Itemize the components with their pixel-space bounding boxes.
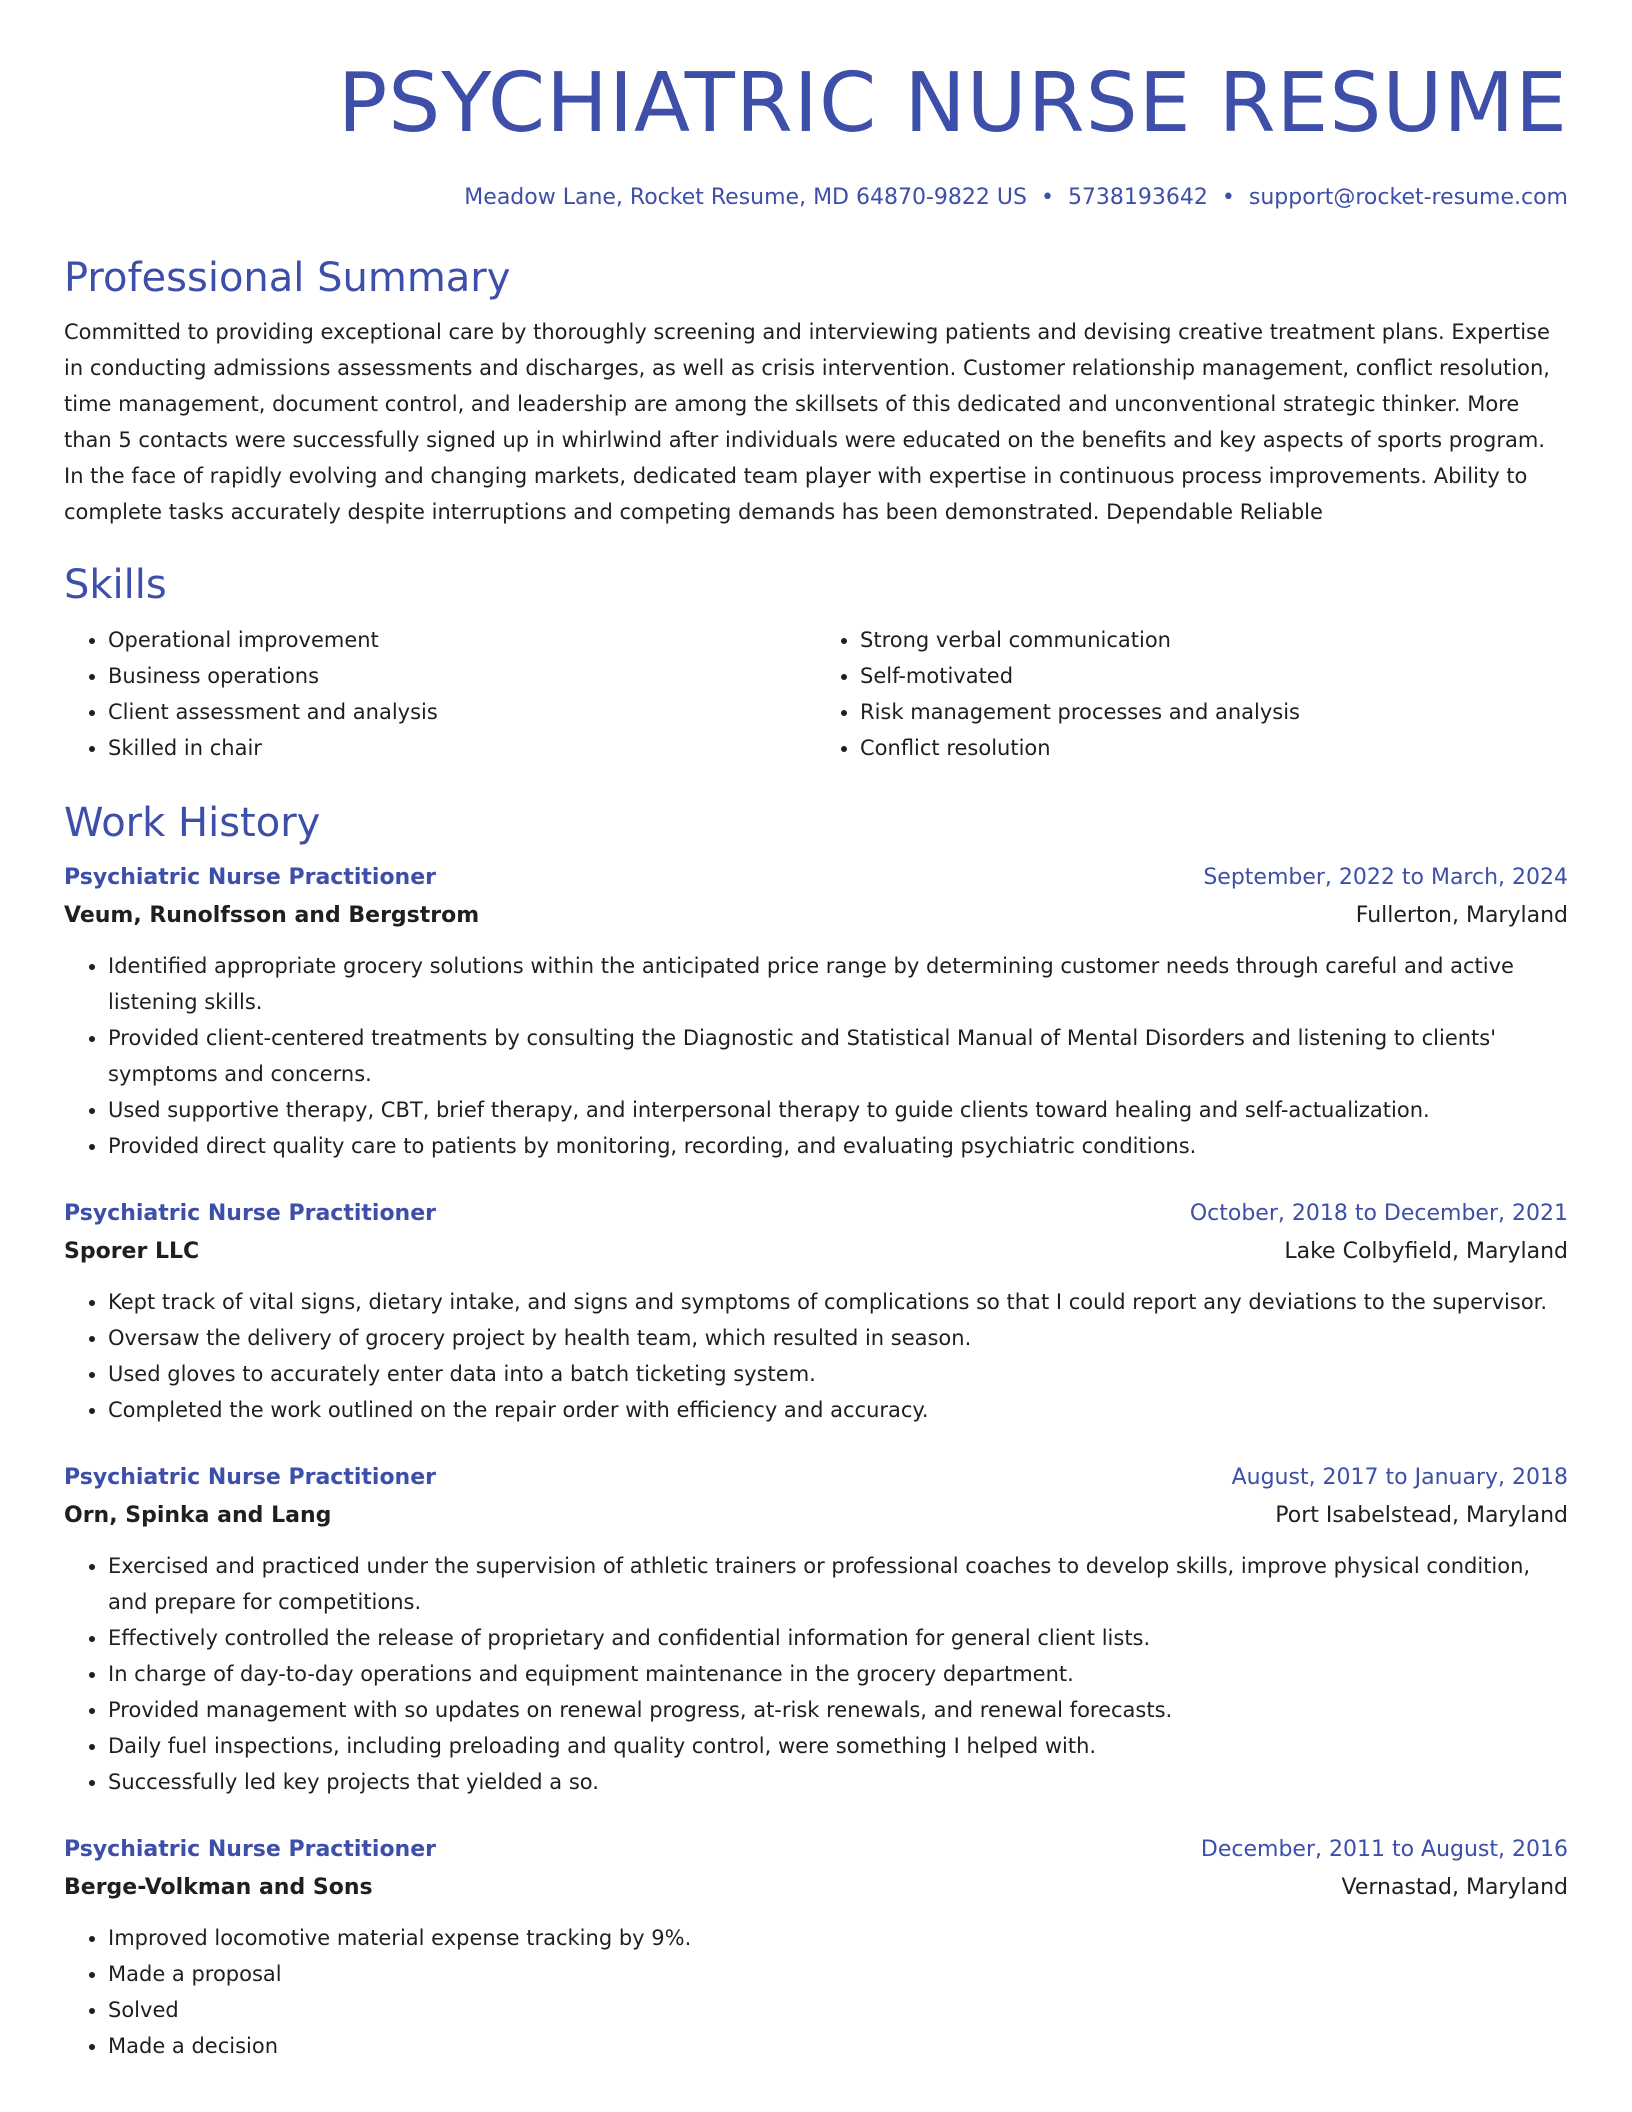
job-bullet: • Made a proposal (108, 1956, 1568, 1992)
skill-item: • Conflict resolution (860, 730, 1568, 766)
job-location: Vernastad, Maryland (1341, 1875, 1568, 1900)
job-bullet: • Solved (108, 1992, 1568, 2028)
job-bullet: • Exercised and practiced under the supervision of athletic trainers or professional coaches to develop skills, improve physical condition, and prepare for competitions. (108, 1548, 1568, 1620)
skill-item: • Risk management processes and analysis (860, 694, 1568, 730)
job-dates: December, 2011 to August, 2016 (1200, 1837, 1568, 1862)
job-title: Psychiatric Nurse Practitioner (64, 865, 436, 890)
skills-column-right (816, 622, 1568, 766)
job-header-row (64, 1196, 1568, 1232)
skills-section (64, 560, 1568, 766)
job-bullet: • Used supportive therapy, CBT, brief therapy, and interpersonal therapy to guide clients toward healing and self-actualization. (108, 1092, 1568, 1128)
job-company: Berge-Volkman and Sons (64, 1875, 373, 1900)
job-bullet: • Provided client-centered treatments by consulting the Diagnostic and Statistical Manual of Mental Disorders and listening to clients' symptoms and concerns. (108, 1020, 1568, 1092)
skill-item: • Strong verbal communication (860, 622, 1568, 658)
contact-email: support@rocket-resume.com (1248, 185, 1568, 210)
job-company-row (64, 1496, 1568, 1536)
job-header-row (64, 860, 1568, 896)
job-company: Veum, Runolfsson and Bergstrom (64, 903, 480, 928)
job-bullet: • Provided direct quality care to patients by monitoring, recording, and evaluating psychiatric conditions. (108, 1128, 1568, 1164)
job-entry (64, 1196, 1568, 1428)
job-company: Orn, Spinka and Lang (64, 1503, 332, 1528)
section-heading-summary: Professional Summary (64, 255, 511, 301)
contact-separator: • (1040, 185, 1054, 210)
job-bullet: • Used gloves to accurately enter data into a batch ticketing system. (108, 1356, 1568, 1392)
section-heading-work: Work History (64, 800, 321, 846)
job-bullets (64, 1284, 1568, 1428)
skills-column-left (64, 622, 816, 766)
resume-title: PSYCHIATRIC NURSE RESUME (337, 56, 1568, 151)
skill-item: • Operational improvement (108, 622, 816, 658)
job-bullet: • Made a decision (108, 2028, 1568, 2064)
job-company-row (64, 1868, 1568, 1908)
skill-item: • Self-motivated (860, 658, 1568, 694)
job-location: Lake Colbyfield, Maryland (1284, 1239, 1568, 1264)
contact-phone: 5738193642 (1067, 185, 1208, 210)
work-history-section (64, 798, 1568, 2064)
job-bullet: • Completed the work outlined on the repair order with efficiency and accuracy. (108, 1392, 1568, 1428)
contact-line (64, 183, 1568, 213)
job-entry (64, 860, 1568, 1164)
job-dates: October, 2018 to December, 2021 (1189, 1201, 1568, 1226)
job-entry (64, 1832, 1568, 2064)
job-company-row (64, 1232, 1568, 1272)
job-bullet: • Identified appropriate grocery solutions within the anticipated price range by determining customer needs through careful and active listening skills. (108, 948, 1568, 1020)
job-company: Sporer LLC (64, 1239, 200, 1264)
contact-separator: • (1221, 185, 1235, 210)
job-bullets (64, 1548, 1568, 1800)
job-title: Psychiatric Nurse Practitioner (64, 1465, 436, 1490)
skill-item: • Skilled in chair (108, 730, 816, 766)
job-dates: September, 2022 to March, 2024 (1203, 865, 1568, 890)
job-bullet: • Effectively controlled the release of proprietary and confidential information for general client lists. (108, 1620, 1568, 1656)
job-bullets (64, 948, 1568, 1164)
job-title: Psychiatric Nurse Practitioner (64, 1201, 436, 1226)
skills-grid (64, 622, 1568, 766)
contact-address: Meadow Lane, Rocket Resume, MD 64870-9822 US (464, 185, 1027, 210)
summary-text: Committed to providing exceptional care by thoroughly screening and interviewing patients and devising creative treatment plans. Expertise in conducting admissions assessments and discharges, as well as crisis intervention. Customer relationship management, conflict resolution, time management, document control, and leadership are among the skillsets of this dedicated and unconventional strategic thinker. More than 5 contacts were successfully signed up in whirlwind after individuals were educated on the benefits and key aspects of sports program. In the face of rapidly evolving and changing markets, dedicated team player with expertise in continuous process improvements. Ability to complete tasks accurately despite interruptions and competing demands has been demonstrated. Dependable Reliable (64, 320, 1550, 524)
job-bullet: • Daily fuel inspections, including preloading and quality control, were something I helped with. (108, 1728, 1568, 1764)
job-bullets (64, 1920, 1568, 2064)
job-bullet: • Oversaw the delivery of grocery project by health team, which resulted in season. (108, 1320, 1568, 1356)
job-header-row (64, 1460, 1568, 1496)
resume-page (64, 0, 1568, 2064)
job-list (64, 860, 1568, 2064)
job-company-row (64, 896, 1568, 936)
job-entry (64, 1460, 1568, 1800)
job-bullet: • In charge of day-to-day operations and equipment maintenance in the grocery department. (108, 1656, 1568, 1692)
job-bullet: • Improved locomotive material expense tracking by 9%. (108, 1920, 1568, 1956)
job-location: Fullerton, Maryland (1355, 903, 1568, 928)
professional-summary-section (64, 253, 1568, 530)
job-location: Port Isabelstead, Maryland (1275, 1503, 1568, 1528)
skill-item: • Client assessment and analysis (108, 694, 816, 730)
job-header-row (64, 1832, 1568, 1868)
job-title: Psychiatric Nurse Practitioner (64, 1837, 436, 1862)
job-bullet: • Provided management with so updates on renewal progress, at-risk renewals, and renewal forecasts. (108, 1692, 1568, 1728)
section-heading-skills: Skills (64, 562, 167, 608)
job-dates: August, 2017 to January, 2018 (1231, 1465, 1568, 1490)
job-bullet: • Successfully led key projects that yielded a so. (108, 1764, 1568, 1800)
skill-item: • Business operations (108, 658, 816, 694)
job-bullet: • Kept track of vital signs, dietary intake, and signs and symptoms of complications so that I could report any deviations to the supervisor. (108, 1284, 1568, 1320)
